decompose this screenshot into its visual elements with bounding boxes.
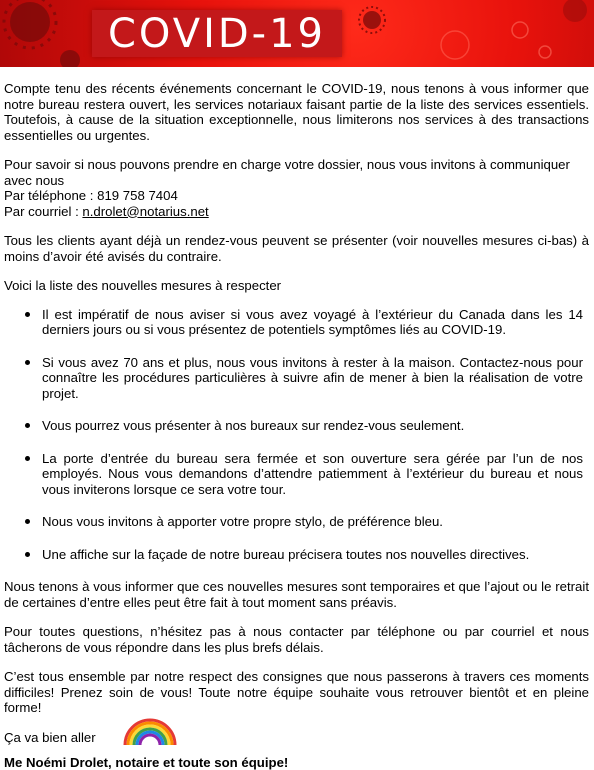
measures-title: Voici la liste des nouvelles mesures à respecter: [4, 278, 589, 294]
email-label: Par courriel :: [4, 204, 82, 219]
list-item: Si vous avez 70 ans et plus, nous vous invitons à rester à la maison. Contactez-nous pour connaître les procédures particulières à suivre afin de mener à bien la réalisation de votre projet.: [42, 355, 583, 402]
phone-label: Par téléphone :: [4, 188, 97, 203]
list-item: Il est impératif de nous aviser si vous avez voyagé à l’extérieur du Canada dans les 14 derniers jours ou si vous présentez de potentiels symptômes liés au COVID-19.: [42, 307, 583, 338]
phone-line: [4, 188, 589, 204]
email-link[interactable]: n.drolet@notarius.net: [82, 204, 208, 219]
questions-paragraph: Pour toutes questions, n’hésitez pas à nous contacter par téléphone ou par courriel et nous tâcherons de vous répondre dans les plus brefs délais.: [4, 624, 589, 655]
list-item: Nous vous invitons à apporter votre propre stylo, de préférence bleu.: [42, 514, 583, 530]
list-item: Une affiche sur la façade de notre bureau précisera toutes nos nouvelles directives.: [42, 547, 583, 563]
rainbow-icon: [122, 716, 178, 746]
measures-list: [4, 307, 589, 563]
appointments-paragraph: Tous les clients ayant déjà un rendez-vous peuvent se présenter (voir nouvelles mesures ci-bas) à moins d’avoir été avisés du contraire.: [4, 233, 589, 264]
temporary-paragraph: Nous tenons à vous informer que ces nouvelles mesures sont temporaires et que l’ajout ou le retrait de certaines d’entre elles peut être fait à tout moment sans préavis.: [4, 579, 589, 610]
together-paragraph: C’est tous ensemble par notre respect des consignes que nous passerons à travers ces moments difficiles! Prenez soin de vous! Toute notre équipe souhaite vous retrouver bientôt et en pleine forme!: [4, 669, 589, 716]
banner-title: COVID-19: [108, 10, 326, 57]
closing-text: Ça va bien aller: [4, 730, 96, 746]
phone-number[interactable]: 819 758 7404: [97, 188, 178, 203]
notice-body: [0, 67, 594, 770]
list-item: La porte d’entrée du bureau sera fermée et son ouverture sera gérée par l’un de nos employés. Nous vous demandons d’attendre patiemment à l’extérieur du bureau et nous vous inviterons lorsque ce sera votre tour.: [42, 451, 583, 498]
signature: Me Noémi Drolet, notaire et toute son équipe!: [4, 755, 589, 770]
email-line: [4, 204, 589, 220]
list-item: Vous pourrez vous présenter à nos bureaux sur rendez-vous seulement.: [42, 418, 583, 434]
covid-banner: [0, 0, 594, 67]
contact-lead: Pour savoir si nous pouvons prendre en charge votre dossier, nous vous invitons à communiquer avec nous: [4, 157, 589, 188]
closing-row: [4, 716, 589, 746]
intro-paragraph: Compte tenu des récents événements concernant le COVID-19, nous tenons à vous informer que notre bureau restera ouvert, les services notariaux faisant partie de la liste des services essentiels. Toutefois, à cause de la situation exceptionnelle, nous limiterons nos services à des transactions essentielles ou urgentes.: [4, 81, 589, 143]
